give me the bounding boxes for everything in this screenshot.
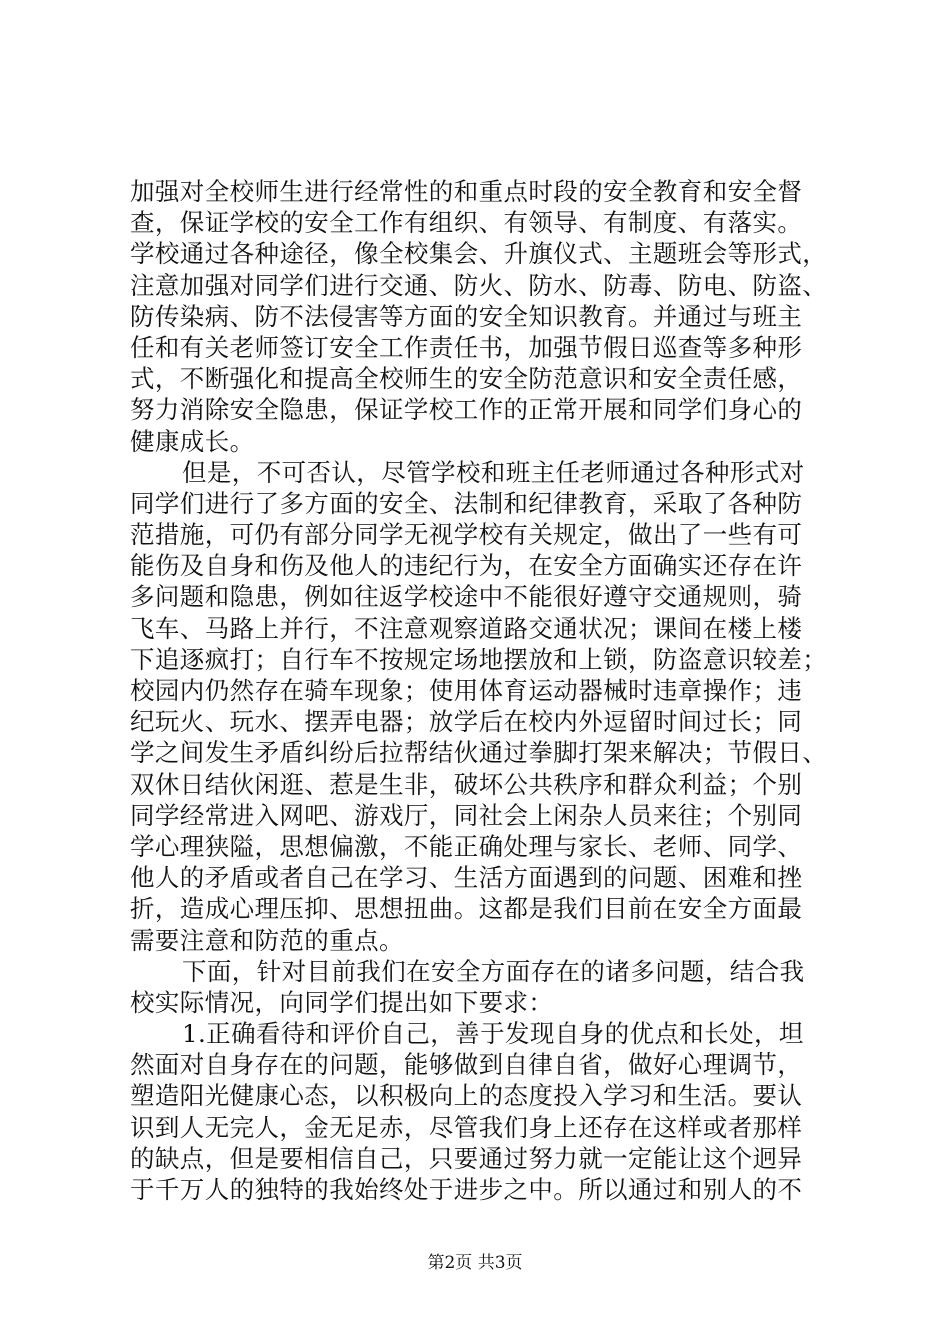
text-line: 多问题和隐患，例如往返学校途中不能很好遵守交通规则，骑 [130, 582, 803, 612]
text-line: 学之间发生矛盾纠纷后拉帮结伙通过拳脚打架来解决；节假日、 [130, 738, 828, 768]
text-line: 同学们进行了多方面的安全、法制和纪律教育，采取了各种防 [130, 488, 803, 518]
text-line: 学心理狭隘，思想偏激，不能正确处理与家长、老师、同学、 [130, 831, 803, 861]
text-line: 同学经常进入网吧、游戏厅，同社会上闲杂人员来往；个别同 [130, 800, 803, 830]
paragraph-first-line: 但是，不可否认，尽管学校和班主任老师通过各种形式对 [182, 457, 805, 487]
text-line: 加强对全校师生进行经常性的和重点时段的安全教育和安全督 [130, 177, 803, 206]
text-line: 他人的矛盾或者自己在学习、生活方面遇到的问题、困难和挫 [130, 863, 803, 893]
text-line: 校园内仍然存在骑车现象；使用体育运动器械时违章操作；违 [130, 676, 803, 705]
text-line: 于千万人的独特的我始终处于进步之中。所以通过和别人的不 [130, 1175, 803, 1204]
text-line: 双休日结伙闲逛、惹是生非，破坏公共秩序和群众利益；个别 [130, 769, 803, 799]
text-line: 学校通过各种途径，像全校集会、升旗仪式、主题班会等形式， [130, 239, 828, 269]
text-line: 纪玩火、玩水、摆弄电器；放学后在校内外逗留时间过长；同 [130, 707, 803, 737]
text-line: 校实际情况，向同学们提出如下要求： [130, 987, 554, 1017]
text-line: 防传染病、防不法侵害等方面的安全知识教育。并通过与班主 [130, 301, 803, 331]
text-line: 下追逐疯打；自行车不按规定场地摆放和上锁，防盗意识较差； [130, 644, 828, 674]
text-line: 查，保证学校的安全工作有组织、有领导、有制度、有落实。 [130, 208, 803, 238]
text-line: 飞车、马路上并行，不注意观察道路交通状况；课间在楼上楼 [130, 613, 803, 643]
text-line: 健康成长。 [130, 426, 255, 456]
document-body [130, 176, 842, 1205]
text-line: 能伤及自身和伤及他人的违纪行为，在安全方面确实还存在许 [130, 551, 803, 581]
text-line: 识到人无完人，金无足赤，尽管我们身上还存在这样或者那样 [130, 1112, 803, 1142]
text-line: 折，造成心理压抑、思想扭曲。这都是我们目前在安全方面最 [130, 894, 803, 924]
text-line: 塑造阳光健康心态，以积极向上的态度投入学习和生活。要认 [130, 1081, 803, 1111]
text-line: 任和有关老师签订安全工作责任书，加强节假日巡查等多种形 [130, 332, 803, 362]
text-line: 式，不断强化和提高全校师生的安全防范意识和安全责任感， [130, 364, 803, 394]
page-footer: 第2页 共3页 [427, 1253, 523, 1273]
text-line: 的缺点，但是要相信自己，只要通过努力就一定能让这个迥异 [130, 1143, 803, 1173]
text-line: 需要注意和防范的重点。 [130, 925, 404, 955]
text-line: 注意加强对同学们进行交通、防火、防水、防毒、防电、防盗、 [130, 270, 828, 300]
text-line: 然面对自身存在的问题，能够做到自律自省，做好心理调节， [130, 1050, 803, 1080]
text-line: 范措施，可仍有部分同学无视学校有关规定，做出了一些有可 [130, 520, 803, 550]
paragraph-first-line: 下面，针对目前我们在安全方面存在的诸多问题，结合我 [182, 956, 805, 986]
paragraph-first-line: 1.正确看待和评价自己，善于发现自身的优点和长处，坦 [182, 1019, 804, 1049]
text-line: 努力消除安全隐患，保证学校工作的正常开展和同学们身心的 [130, 395, 803, 425]
